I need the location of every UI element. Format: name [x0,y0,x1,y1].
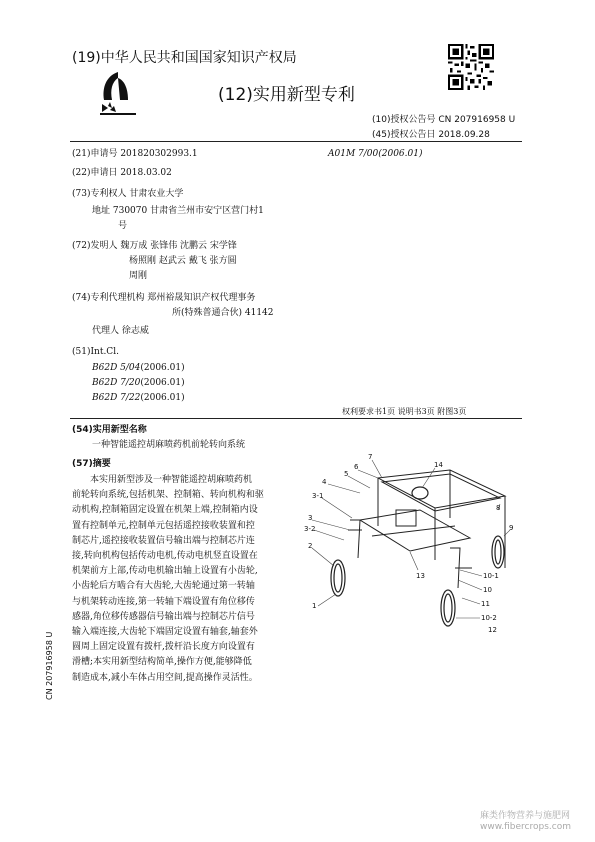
part-label: 12 [488,626,497,634]
abstract-line: 接,转向机构包括传动电机,传动电机竖直设置在 [72,551,258,562]
inventors-line-2: 杨照刚 赵武云 戴飞 张方圆 [129,256,237,266]
part-label: 14 [434,461,443,469]
part-label: 11 [481,600,490,608]
part-label: 3 [308,514,313,522]
ipc-row: B62D 5/04(2006.01) [92,363,185,373]
abstract-line: 动机构,控制箱固定设置在机架上端,控制箱内设 [72,505,258,516]
page-counts: 权利要求书1页 说明书3页 附图3页 [342,407,467,416]
part-label: 13 [416,572,425,580]
part-label: 2 [308,542,313,550]
ipc-row: B62D 7/20(2006.01) [92,378,185,388]
section-rule [70,418,522,419]
inventors-line-1: (72)发明人 魏万成 张锋伟 沈鹏云 宋学锋 [72,241,237,251]
cnipa-emblem-icon [98,70,138,116]
application-date: (22)申请日 2018.03.02 [72,168,172,178]
abstract-line: 小齿轮后方啮合有大齿轮,大齿轮通过第一转轴 [72,581,255,592]
application-number: (21)申请号 201820302993.1 [72,149,198,159]
patentee: (73)专利权人 甘肃农业大学 [72,189,184,199]
wheel-rear-right [492,536,504,568]
abstract-line: 圆周上固定设置有拨杆,拨杆沿长度方向设置有 [72,642,255,653]
sprayer-steering-drawing [300,448,525,638]
agency-line-1: (74)专利代理机构 郑州裕晟知识产权代理事务 [72,293,256,303]
abstract-line: 与机架转动连接,第一转轴下端设置有角位移传 [72,596,255,607]
part-label: 6 [354,463,359,471]
publication-number: (10)授权公告号 CN 207916958 U [372,115,516,125]
abstract-label: (57)摘要 [72,459,111,469]
part-label: 5 [344,470,349,478]
part-label: 10-2 [481,614,497,622]
part-label: 3-2 [304,525,316,533]
part-label: 4 [322,478,327,486]
wheel-front-right [441,590,455,626]
part-labels [304,453,513,634]
abstract-line: 制芯片,遥控接收装置信号输出端与控制芯片连 [72,535,255,546]
abstract-line: 制造成本,减小车体占用空间,提高操作灵活性。 [72,672,258,683]
part-label: 1 [312,602,317,610]
abstract-text [72,473,297,686]
part-label: 9 [509,524,514,532]
int-cl-label: (51)Int.Cl. [72,347,119,357]
abstract-line: 滑槽;本实用新型结构简单,操作方便,能够降低 [72,657,252,668]
inventors-line-3: 周刚 [129,271,148,281]
control-box [412,487,428,499]
part-label: 10-1 [483,572,499,580]
watermark-url: www.fibercrops.com [480,822,571,832]
qr-code-icon [448,44,494,90]
address-line-2: 号 [118,221,128,231]
part-label: 7 [368,453,373,461]
ipc-main: A01M 7/00(2006.01) [328,149,423,159]
side-publication-code: CN 207916958 U [45,631,54,700]
address-line-1: 地址 730070 甘肃省兰州市安宁区营门村1 [92,206,264,216]
ipc-row: B62D 7/22(2006.01) [92,393,185,403]
office-name: (19)中华人民共和国国家知识产权局 [72,50,297,66]
part-label: 8 [496,504,501,512]
header-rule [70,141,522,142]
abstract-line: 机架前方上部,传动电机输出轴上设置有小齿轮, [72,566,258,577]
utility-model-title: 一种智能遥控胡麻喷药机前轮转向系统 [92,440,246,450]
abstract-line: 感器,角位移传感器信号输出端与控制芯片信号 [72,611,255,622]
publication-date: (45)授权公告日 2018.09.28 [372,130,490,140]
part-label: 10 [483,586,492,594]
agency-line-2: 所(特殊普通合伙) 41142 [172,308,274,318]
title-label: (54)实用新型名称 [72,425,147,435]
machine-frame [348,470,505,588]
abstract-line: 输入端连接,大齿轮下端固定设置有轴套,轴套外 [72,627,258,638]
wheels [331,487,504,626]
agent: 代理人 徐志威 [92,326,149,336]
abstract-line: 前轮转向系统,包括机架、控制箱、转向机构和驱 [72,490,264,501]
part-label: 3-1 [312,492,324,500]
document-type: (12)实用新型专利 [218,85,355,105]
watermark-title: 麻类作物营养与施肥网 [480,811,571,821]
abstract-line: 置有控制单元,控制单元包括遥控接收装置和控 [72,520,255,531]
abstract-line: 本实用新型涉及一种智能遥控胡麻喷药机 [90,475,253,485]
